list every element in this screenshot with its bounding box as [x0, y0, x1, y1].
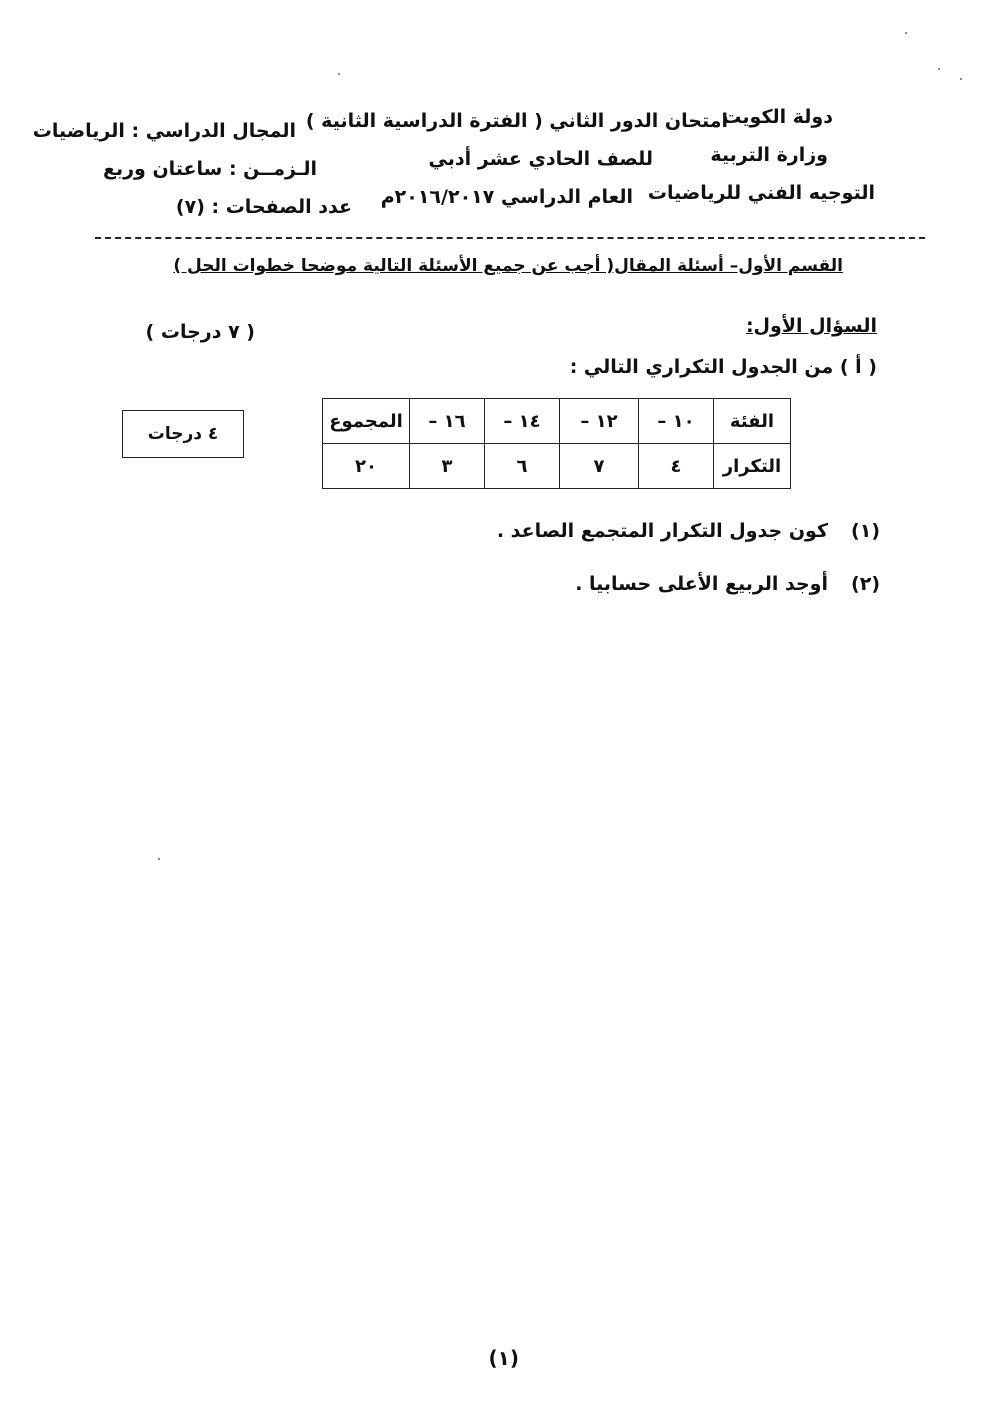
subject-label: المجال الدراسي : الرياضيات	[32, 120, 296, 142]
table-row	[323, 399, 791, 444]
item-2-number: (٢)	[851, 573, 880, 595]
table-cell: ١٦ –	[410, 399, 485, 444]
duration-label: الـزمــن : ساعتان وربع	[102, 158, 317, 180]
table-cell: الفئة	[714, 399, 791, 444]
table-cell: ٣	[410, 444, 485, 489]
part-a-marks: ٤ درجات	[147, 424, 219, 444]
question-title: السؤال الأول:	[745, 315, 877, 337]
part-a-marks-box	[122, 410, 244, 458]
table-row	[323, 444, 791, 489]
header-divider	[95, 237, 925, 239]
question-marks: ( ٧ درجات )	[145, 321, 255, 343]
table-cell: ١٤ –	[485, 399, 560, 444]
scan-speck	[905, 32, 907, 34]
grade-label: للصف الحادي عشر أدبي	[428, 148, 653, 170]
item-1-text: كون جدول التكرار المتجمع الصاعد .	[496, 520, 828, 542]
department-label: التوجيه الفني للرياضيات	[647, 182, 875, 204]
scan-speck	[158, 858, 160, 860]
exam-title: امتحان الدور الثاني ( الفترة الدراسية الثانية )	[305, 110, 728, 132]
scan-speck	[338, 73, 340, 75]
item-2-text: أوجد الربيع الأعلى حسابيا .	[575, 573, 828, 595]
ministry-label: وزارة التربية	[710, 144, 828, 166]
scan-speck	[960, 78, 962, 80]
table-cell: ٦	[485, 444, 560, 489]
table-cell: ٤	[639, 444, 714, 489]
scan-speck	[938, 68, 940, 70]
page-count-label: عدد الصفحات : (٧)	[175, 196, 352, 218]
table-cell: المجموع	[323, 399, 410, 444]
frequency-table	[322, 398, 791, 489]
table-cell: ٢٠	[323, 444, 410, 489]
table-cell: ١٢ –	[560, 399, 639, 444]
page-number: (١)	[488, 1346, 519, 1370]
section-title: القسم الأول– أسئلة المقال( أجب عن جميع الأسئلة التالية موضحا خطوات الحل )	[173, 256, 843, 276]
table-cell: التكرار	[714, 444, 791, 489]
table-cell: ٧	[560, 444, 639, 489]
academic-year: العام الدراسي ٢٠١٦/٢٠١٧م	[380, 186, 633, 208]
item-1-number: (١)	[851, 520, 880, 542]
part-a-prompt: ( أ ) من الجدول التكراري التالي :	[569, 356, 877, 378]
table-cell: ١٠ –	[639, 399, 714, 444]
country-label: دولة الكويت	[722, 106, 833, 128]
